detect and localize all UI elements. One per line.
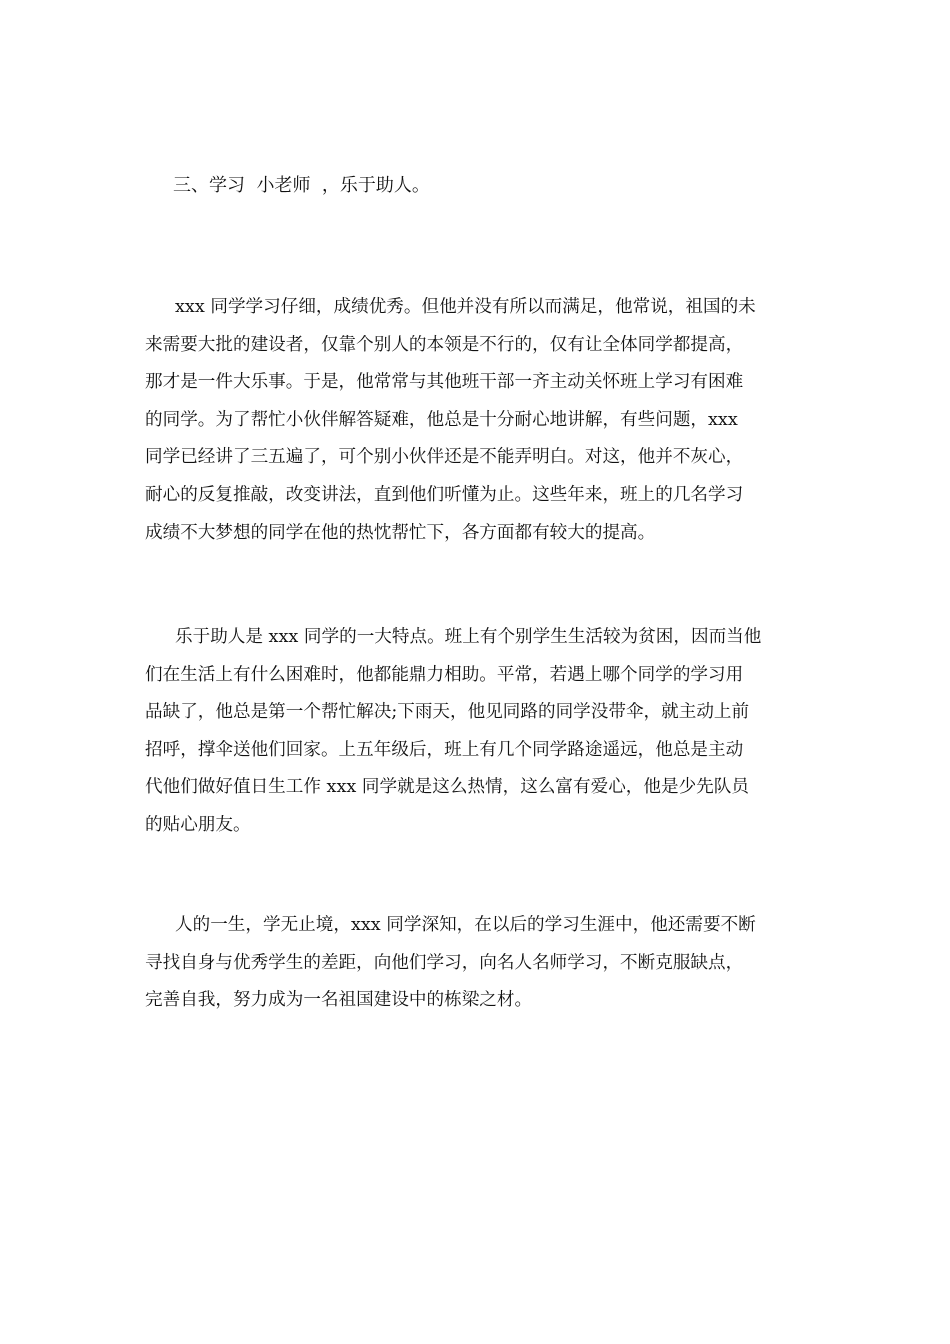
paragraph-line: 品缺了，他总是第一个帮忙解决;下雨天，他见同路的同学没带伞，就主动上前 [145, 702, 750, 723]
paragraph-line: xxx 同学学习仔细，成绩优秀。但他并没有所以而满足，他常说，祖国的未 [175, 297, 756, 317]
paragraph-line: 们在生活上有什么困难时，他都能鼎力相助。平常，若遇上哪个同学的学习用 [145, 664, 744, 685]
paragraph-line: 代他们做好值日生工作 xxx 同学就是这么热情，这么富有爱心，他是少先队员 [145, 777, 749, 798]
paragraph-line: 招呼，撑伞送他们回家。上五年级后，班上有几个同学路途遥远，他总是主动 [145, 739, 744, 760]
section-heading: 三、学习 小老师 ，乐于助人。 [173, 175, 430, 196]
paragraph-2 [145, 619, 810, 845]
paragraph-1 [145, 289, 810, 552]
paragraph-line: 完善自我，努力成为一名祖国建设中的栋梁之材。 [145, 990, 533, 1011]
paragraph-line: 人的一生，学无止境，xxx 同学深知，在以后的学习生涯中，他还需要不断 [175, 915, 756, 935]
paragraph-line: 成绩不大梦想的同学在他的热忱帮忙下，各方面都有较大的提高。 [145, 522, 656, 543]
paragraph-line: 的贴心朋友。 [145, 814, 251, 835]
paragraph-line: 寻找自身与优秀学生的差距，向他们学习，向名人名师学习，不断克服缺点， [145, 952, 744, 973]
paragraph-line: 同学已经讲了三五遍了，可个别小伙伴还是不能弄明白。对这，他并不灰心， [145, 447, 744, 468]
paragraph-line: 乐于助人是 xxx 同学的一大特点。班上有个别学生生活较为贫困，因而当他 [175, 627, 762, 647]
paragraph-line: 的同学。为了帮忙小伙伴解答疑难，他总是十分耐心地讲解，有些问题，xxx [145, 409, 738, 430]
paragraph-3 [145, 907, 810, 1020]
paragraph-line: 耐心的反复推敲，改变讲法，直到他们听懂为止。这些年来，班上的几名学习 [145, 484, 744, 505]
paragraph-line: 来需要大批的建设者，仅靠个别人的本领是不行的，仅有让全体同学都提高， [145, 334, 744, 355]
paragraph-line: 那才是一件大乐事。于是，他常常与其他班干部一齐主动关怀班上学习有困难 [145, 372, 744, 393]
